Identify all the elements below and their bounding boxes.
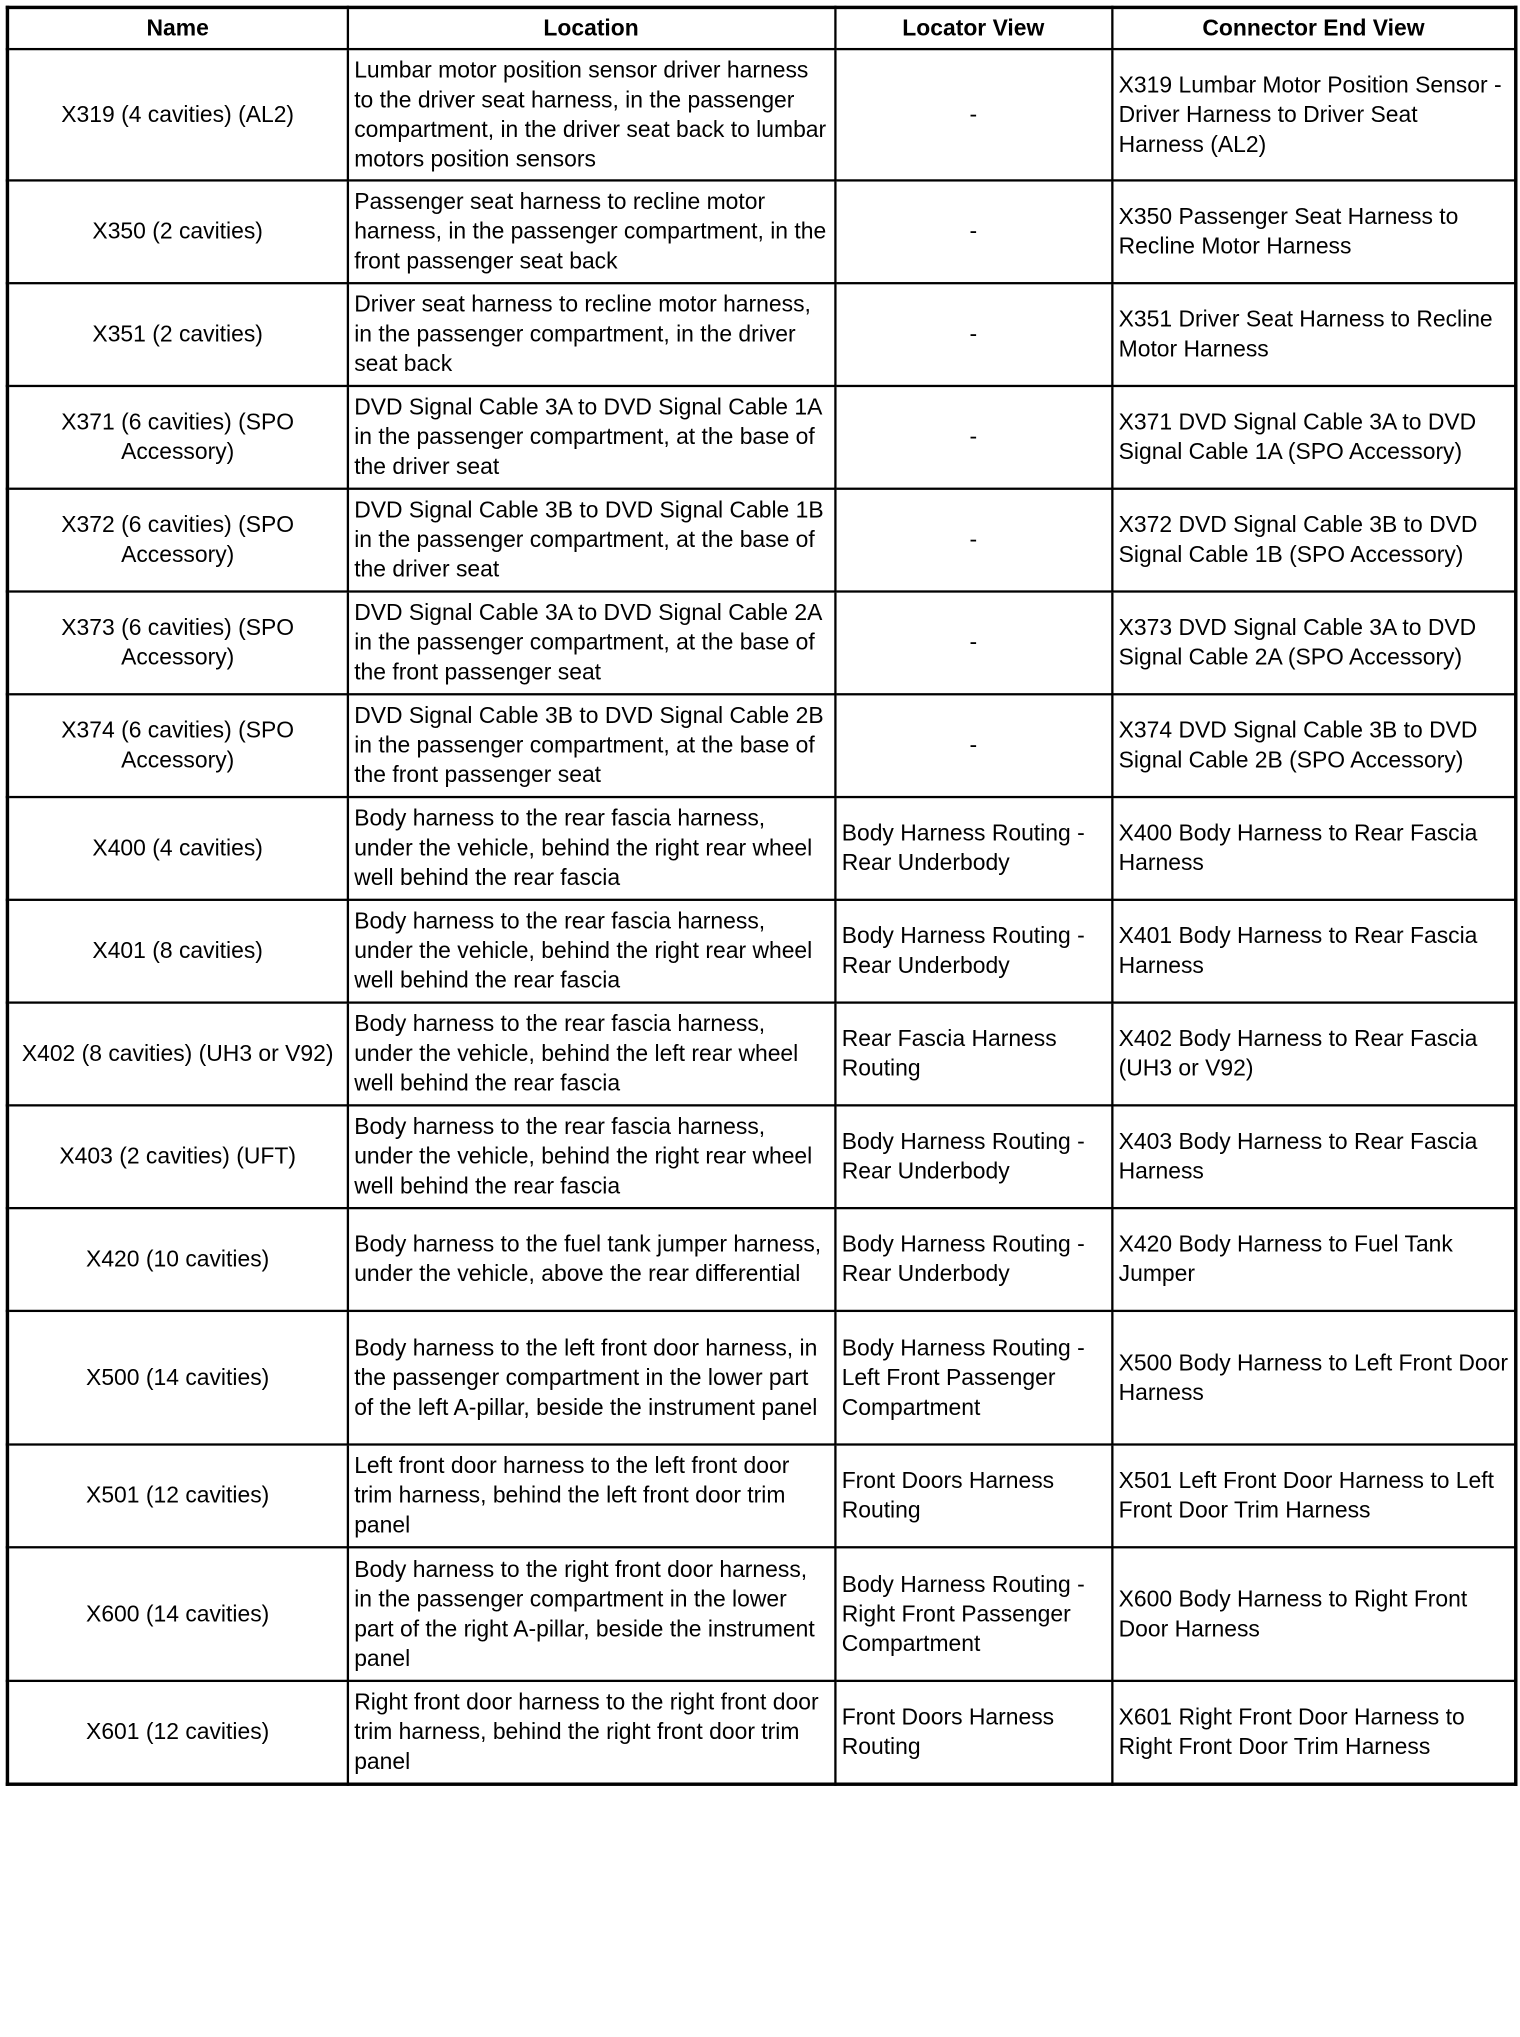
locator-view-cell: - (835, 592, 1112, 695)
connector-name-cell: X501 (12 cavities) (7, 1445, 347, 1548)
connector-name-cell: X402 (8 cavities) (UH3 or V92) (7, 1003, 347, 1106)
connector-name-cell: X371 (6 cavities) (SPO Accessory) (7, 386, 347, 489)
connector-end-view-cell: X351 Driver Seat Harness to Recline Motor Harness (1112, 283, 1516, 386)
table-row (7, 1208, 1515, 1311)
locator-view-cell: - (835, 386, 1112, 489)
connector-name-cell: X373 (6 cavities) (SPO Accessory) (7, 592, 347, 695)
table-row (7, 1003, 1515, 1106)
table-row (7, 1681, 1515, 1784)
connector-location-cell: Body harness to the right front door harness, in the passenger compartment in the lower part of the right A-pillar, beside the instrument panel (347, 1547, 835, 1681)
header-connector-end-view: Connector End View (1112, 7, 1516, 49)
locator-view-cell: Body Harness Routing - Right Front Passenger Compartment (835, 1547, 1112, 1681)
connector-name-cell: X601 (12 cavities) (7, 1681, 347, 1784)
table-row (7, 900, 1515, 1003)
connector-location-cell: Body harness to the fuel tank jumper harness, under the vehicle, above the rear differential (347, 1208, 835, 1311)
locator-view-cell: Body Harness Routing - Left Front Passenger Compartment (835, 1311, 1112, 1445)
connector-location-cell: DVD Signal Cable 3B to DVD Signal Cable 2B in the passenger compartment, at the base of the front passenger seat (347, 694, 835, 797)
connector-name-cell: X319 (4 cavities) (AL2) (7, 49, 347, 180)
locator-view-cell: Front Doors Harness Routing (835, 1681, 1112, 1784)
locator-view-cell: Body Harness Routing - Rear Underbody (835, 1105, 1112, 1208)
connector-location-cell: Left front door harness to the left front door trim harness, behind the left front door trim panel (347, 1445, 835, 1548)
connector-end-view-cell: X500 Body Harness to Left Front Door Harness (1112, 1311, 1516, 1445)
connector-end-view-cell: X601 Right Front Door Harness to Right Front Door Trim Harness (1112, 1681, 1516, 1784)
table-row (7, 180, 1515, 283)
locator-view-cell: - (835, 489, 1112, 592)
connector-end-view-cell: X420 Body Harness to Fuel Tank Jumper (1112, 1208, 1516, 1311)
locator-view-cell: Body Harness Routing - Rear Underbody (835, 1208, 1112, 1311)
connector-end-view-cell: X402 Body Harness to Rear Fascia (UH3 or V92) (1112, 1003, 1516, 1106)
connector-end-view-cell: X501 Left Front Door Harness to Left Front Door Trim Harness (1112, 1445, 1516, 1548)
connector-location-cell: Driver seat harness to recline motor harness, in the passenger compartment, in the driver seat back (347, 283, 835, 386)
table-row (7, 1445, 1515, 1548)
connector-location-cell: DVD Signal Cable 3A to DVD Signal Cable 2A in the passenger compartment, at the base of the front passenger seat (347, 592, 835, 695)
connector-location-cell: Body harness to the rear fascia harness, under the vehicle, behind the right rear wheel well behind the rear fascia (347, 1105, 835, 1208)
header-name: Name (7, 7, 347, 49)
connector-end-view-cell: X350 Passenger Seat Harness to Recline Motor Harness (1112, 180, 1516, 283)
connector-name-cell: X401 (8 cavities) (7, 900, 347, 1003)
locator-view-cell: Front Doors Harness Routing (835, 1445, 1112, 1548)
connector-location-cell: DVD Signal Cable 3B to DVD Signal Cable 1B in the passenger compartment, at the base of the driver seat (347, 489, 835, 592)
table-row (7, 592, 1515, 695)
connector-end-view-cell: X400 Body Harness to Rear Fascia Harness (1112, 797, 1516, 900)
connector-name-cell: X400 (4 cavities) (7, 797, 347, 900)
connector-name-cell: X500 (14 cavities) (7, 1311, 347, 1445)
table-row (7, 1311, 1515, 1445)
connector-end-view-cell: X600 Body Harness to Right Front Door Harness (1112, 1547, 1516, 1681)
locator-view-cell: Body Harness Routing - Rear Underbody (835, 900, 1112, 1003)
locator-view-cell: - (835, 49, 1112, 180)
connector-name-cell: X420 (10 cavities) (7, 1208, 347, 1311)
table-row (7, 386, 1515, 489)
connector-end-view-cell: X401 Body Harness to Rear Fascia Harness (1112, 900, 1516, 1003)
table-row (7, 797, 1515, 900)
connector-end-view-cell: X371 DVD Signal Cable 3A to DVD Signal Cable 1A (SPO Accessory) (1112, 386, 1516, 489)
locator-view-cell: - (835, 283, 1112, 386)
connector-end-view-cell: X403 Body Harness to Rear Fascia Harness (1112, 1105, 1516, 1208)
connector-name-cell: X350 (2 cavities) (7, 180, 347, 283)
connector-end-view-cell: X374 DVD Signal Cable 3B to DVD Signal Cable 2B (SPO Accessory) (1112, 694, 1516, 797)
connector-name-cell: X403 (2 cavities) (UFT) (7, 1105, 347, 1208)
connector-name-cell: X372 (6 cavities) (SPO Accessory) (7, 489, 347, 592)
locator-view-cell: Rear Fascia Harness Routing (835, 1003, 1112, 1106)
header-location: Location (347, 7, 835, 49)
connector-end-view-cell: X372 DVD Signal Cable 3B to DVD Signal Cable 1B (SPO Accessory) (1112, 489, 1516, 592)
locator-view-cell: Body Harness Routing - Rear Underbody (835, 797, 1112, 900)
header-locator-view: Locator View (835, 7, 1112, 49)
connector-location-cell: Lumbar motor position sensor driver harness to the driver seat harness, in the passenger compartment, in the driver seat back to lumbar motors position sensors (347, 49, 835, 180)
connector-end-view-cell: X319 Lumbar Motor Position Sensor - Driver Harness to Driver Seat Harness (AL2) (1112, 49, 1516, 180)
connector-location-cell: Body harness to the rear fascia harness, under the vehicle, behind the right rear wheel well behind the rear fascia (347, 900, 835, 1003)
connector-location-cell: Body harness to the rear fascia harness, under the vehicle, behind the right rear wheel well behind the rear fascia (347, 797, 835, 900)
connector-location-cell: DVD Signal Cable 3A to DVD Signal Cable 1A in the passenger compartment, at the base of the driver seat (347, 386, 835, 489)
connector-table (6, 6, 1518, 1786)
connector-name-cell: X600 (14 cavities) (7, 1547, 347, 1681)
connector-location-cell: Body harness to the left front door harness, in the passenger compartment in the lower part of the left A-pillar, beside the instrument panel (347, 1311, 835, 1445)
locator-view-cell: - (835, 694, 1112, 797)
connector-end-view-cell: X373 DVD Signal Cable 3A to DVD Signal Cable 2A (SPO Accessory) (1112, 592, 1516, 695)
connector-location-cell: Body harness to the rear fascia harness, under the vehicle, behind the left rear wheel well behind the rear fascia (347, 1003, 835, 1106)
table-row (7, 1547, 1515, 1681)
connector-location-cell: Right front door harness to the right front door trim harness, behind the right front door trim panel (347, 1681, 835, 1784)
table-row (7, 283, 1515, 386)
connector-location-cell: Passenger seat harness to recline motor harness, in the passenger compartment, in the front passenger seat back (347, 180, 835, 283)
table-row (7, 49, 1515, 180)
locator-view-cell: - (835, 180, 1112, 283)
table-header-row (7, 7, 1515, 49)
table-row (7, 1105, 1515, 1208)
connector-name-cell: X351 (2 cavities) (7, 283, 347, 386)
table-row (7, 694, 1515, 797)
table-row (7, 489, 1515, 592)
connector-name-cell: X374 (6 cavities) (SPO Accessory) (7, 694, 347, 797)
